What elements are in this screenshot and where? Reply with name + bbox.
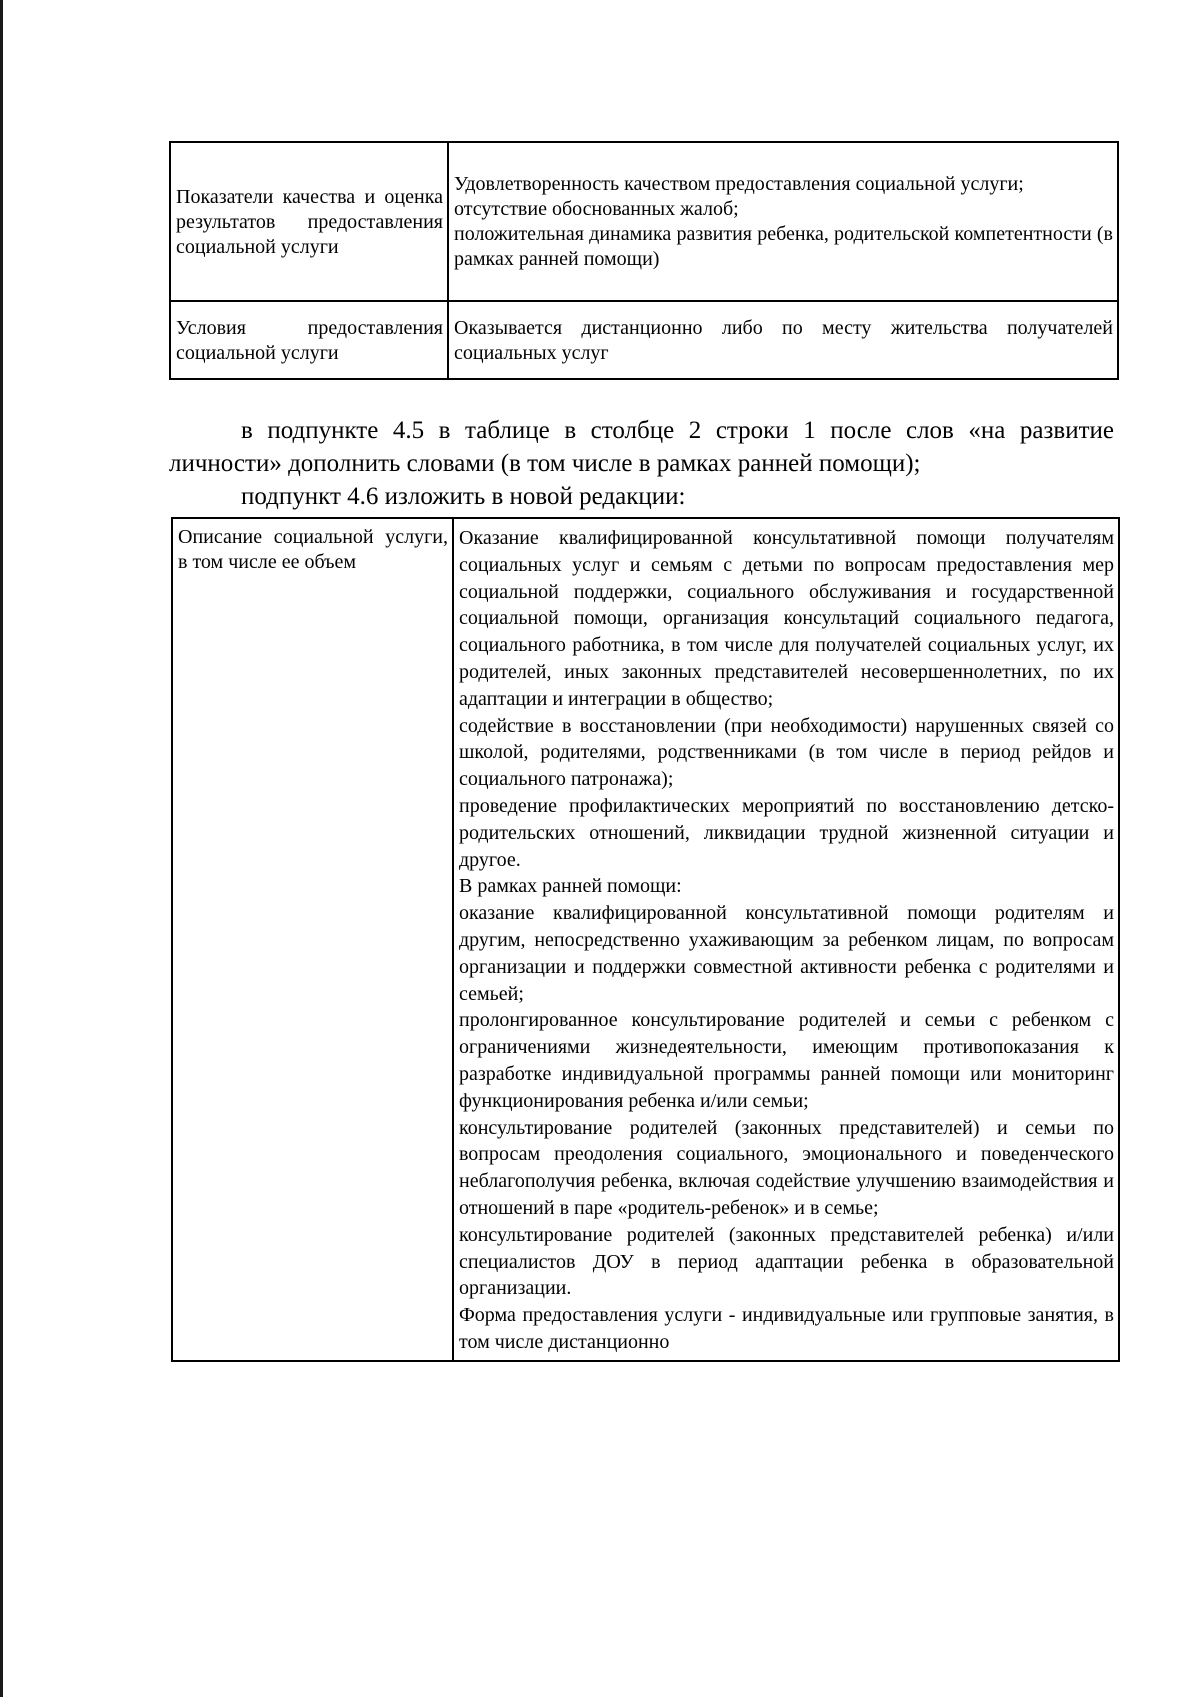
content-line: отсутствие обоснованных жалоб; [454, 198, 739, 220]
row-content-description [453, 518, 1119, 1361]
content-line: проведение профилактических мероприятий по восстановлению детско-родительских отношений, ликвидации трудной жизненной ситуации и другое. [459, 794, 1114, 871]
content-line: Удовлетворенность качеством предоставления социальной услуги; [454, 173, 1024, 195]
row-label-conditions: Условия предоставления социальной услуги [170, 301, 448, 379]
content-line: положительная динамика развития ребенка, родительской компетентности (в рамках ранней помощи) [454, 223, 1113, 270]
table-row [172, 518, 1119, 1361]
content-line: Форма предоставления услуги - индивидуальные или групповые занятия, в том числе дистанционно [459, 1304, 1114, 1353]
amendment-text [169, 414, 1114, 513]
row-label-quality: Показатели качества и оценка результатов предоставления социальной услуги [170, 142, 448, 301]
amendment-paragraph-4-5: в подпункте 4.5 в таблице в столбце 2 строки 1 после слов «на развитие личности» дополнить словами (в том числе в рамках ранней помощи); [169, 417, 1114, 477]
table-row [170, 142, 1118, 301]
scan-edge-line [0, 0, 3, 1697]
content-line: В рамках ранней помощи: [459, 875, 682, 898]
row-content-quality [448, 142, 1118, 301]
content-line: консультирование родителей (законных представителей ребенка) и/или специалистов ДОУ в период адаптации ребенка в образовательной организации. [459, 1223, 1114, 1300]
service-description-table [171, 517, 1120, 1362]
content-line: содействие в восстановлении (при необходимости) нарушенных связей со школой, родителями, родственниками (в том числе в период рейдов и социального патронажа); [459, 714, 1114, 791]
row-label-description: Описание социальной услуги, в том числе ее объем [172, 518, 453, 1361]
table-row [170, 301, 1118, 379]
content-line: оказание квалифицированной консультативной помощи родителям и другим, непосредственно ухаживающим за ребенком лицам, по вопросам организации и поддержки совместной активности ребенка с родителями и семьей; [459, 902, 1114, 1005]
content-line: Оказывается дистанционно либо по месту жительства получателей социальных услуг [454, 316, 1113, 364]
content-line: пролонгированное консультирование родителей и семьи с ребенком с ограничениями жизнедеятельности, имеющим противопоказания к разработке индивидуальной программы ранней помощи или мониторинг функционирования ребенка и/или семьи; [459, 1009, 1114, 1112]
content-line: консультирование родителей (законных представителей) и семьи по вопросам преодоления социального, эмоционального и поведенческого неблагополучия ребенка, включая содействие улучшению взаимодействия и отношений в паре «родитель-ребенок» и в семье; [459, 1116, 1114, 1219]
amendment-paragraph-4-6: подпункт 4.6 изложить в новой редакции: [241, 483, 686, 510]
content-line: Оказание квалифицированной консультативной помощи получателям социальных услуг и семьям с детьми по вопросам предоставления мер социальной поддержки, социального обслуживания и государственной социальной помощи, организация консультаций социального педагога, социального работника, в том числе для получателей социальных услуг, их родителей, иных законных представителей несовершеннолетних, по их адаптации и интеграции в общество; [459, 527, 1114, 710]
quality-conditions-table [169, 141, 1119, 380]
row-content-conditions [448, 301, 1118, 379]
